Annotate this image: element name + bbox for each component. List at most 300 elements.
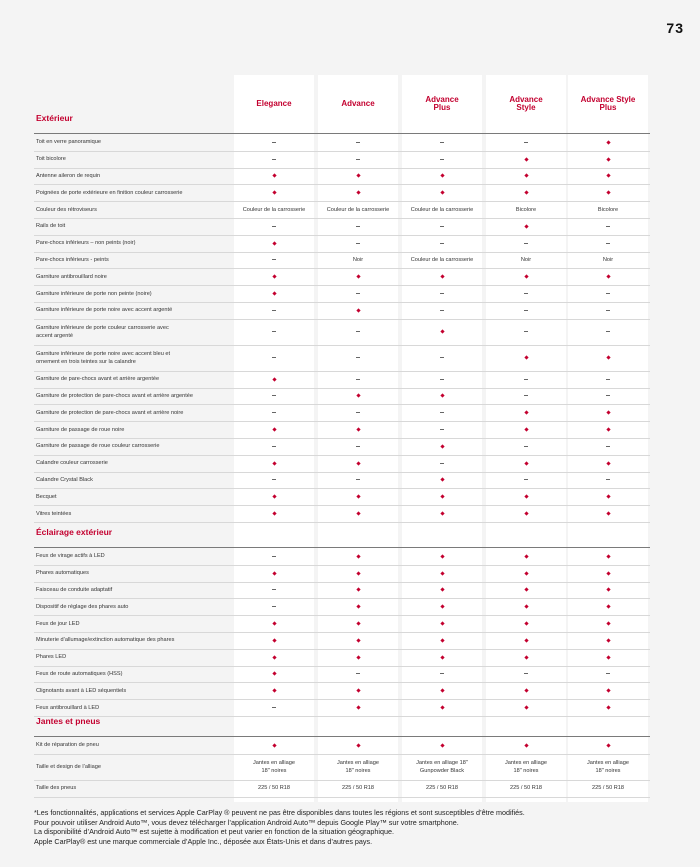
standard-diamond-icon <box>606 554 610 558</box>
cell-advance-style <box>486 472 566 489</box>
not-available-dash-icon <box>356 331 360 332</box>
column-header-advance-style-plus: Advance Style Plus <box>580 95 636 112</box>
cell-advance-style <box>486 649 566 666</box>
row-label-text: Phares LED <box>36 654 67 661</box>
row-label-text: Garniture inférieure de porte noire avec accent argenté <box>36 307 173 314</box>
cell-elegance <box>234 235 314 252</box>
not-available-dash-icon <box>272 310 276 311</box>
cell-elegance <box>234 345 314 371</box>
cell-elegance <box>234 754 314 780</box>
cell-advance-plus <box>402 438 482 455</box>
table-row <box>34 682 650 700</box>
not-available-dash-icon <box>440 429 444 430</box>
cell-advance <box>318 201 398 218</box>
row-label <box>36 682 231 699</box>
cell-advance <box>318 666 398 683</box>
row-label <box>36 472 231 489</box>
row-label <box>36 780 231 797</box>
standard-diamond-icon <box>440 174 444 178</box>
standard-diamond-icon <box>356 689 360 693</box>
not-available-dash-icon <box>524 293 528 294</box>
cell-elegance <box>234 472 314 489</box>
cell-advance <box>318 345 398 371</box>
standard-diamond-icon <box>356 394 360 398</box>
not-available-dash-icon <box>356 357 360 358</box>
standard-diamond-icon <box>606 174 610 178</box>
cell-advance-style <box>486 682 566 699</box>
cell-advance-style-plus <box>568 565 648 582</box>
standard-diamond-icon <box>606 605 610 609</box>
standard-diamond-icon <box>524 554 528 558</box>
cell-elegance <box>234 371 314 388</box>
row-label-text: Feux antibrouillard à LED <box>36 704 100 711</box>
row-label <box>36 345 231 371</box>
standard-diamond-icon <box>356 511 360 515</box>
not-available-dash-icon <box>356 226 360 227</box>
not-available-dash-icon <box>272 142 276 143</box>
row-label-text: Feux de jour LED <box>36 620 80 627</box>
standard-diamond-icon <box>440 554 444 558</box>
table-row <box>34 268 650 286</box>
standard-diamond-icon <box>524 638 528 642</box>
cell-value: 225 / 50 R18 <box>257 785 291 792</box>
row-label-text: Dispositif de réglage des phares auto <box>36 603 129 610</box>
standard-diamond-icon <box>524 224 528 228</box>
standard-diamond-icon <box>356 588 360 592</box>
cell-elegance <box>234 565 314 582</box>
cell-advance-style-plus <box>568 371 648 388</box>
cell-advance-style <box>486 201 566 218</box>
cell-advance-style-plus <box>568 754 648 780</box>
cell-advance-style-plus <box>568 235 648 252</box>
cell-value: Couleur de la carrosserie <box>410 256 474 263</box>
table-row <box>34 699 650 717</box>
standard-diamond-icon <box>524 275 528 279</box>
row-label-text: Toit en verre panoramique <box>36 139 101 146</box>
table-row <box>34 168 650 186</box>
standard-diamond-icon <box>356 554 360 558</box>
cell-elegance <box>234 438 314 455</box>
cell-advance-style-plus <box>568 404 648 421</box>
standard-diamond-icon <box>440 588 444 592</box>
cell-advance-style <box>486 345 566 371</box>
cell-advance-style-plus <box>568 615 648 632</box>
standard-diamond-icon <box>356 461 360 465</box>
cell-elegance <box>234 168 314 185</box>
cell-value: 225 / 50 R18 <box>591 785 625 792</box>
table-row <box>34 388 650 406</box>
not-available-dash-icon <box>606 379 610 380</box>
standard-diamond-icon <box>440 689 444 693</box>
row-label-text: Couleur des rétroviseurs <box>36 206 97 213</box>
row-label-text: Antenne aileron de requin <box>36 172 101 179</box>
row-label <box>36 548 231 565</box>
cell-advance-plus <box>402 699 482 716</box>
cell-advance-plus <box>402 565 482 582</box>
not-available-dash-icon <box>356 243 360 244</box>
standard-diamond-icon <box>440 605 444 609</box>
table-row <box>34 737 650 755</box>
cell-elegance <box>234 649 314 666</box>
row-label-text: Feux de route automatiques (HSS) <box>36 670 123 677</box>
cell-elegance <box>234 319 314 345</box>
cell-advance-style <box>486 168 566 185</box>
cell-elegance <box>234 252 314 269</box>
table-row <box>34 598 650 616</box>
standard-diamond-icon <box>272 621 276 625</box>
standard-diamond-icon <box>272 291 276 295</box>
cell-advance-style <box>486 754 566 780</box>
cell-advance-style-plus <box>568 505 648 522</box>
standard-diamond-icon <box>440 655 444 659</box>
row-label <box>36 598 231 615</box>
standard-diamond-icon <box>272 174 276 178</box>
cell-advance-style-plus <box>568 699 648 716</box>
row-label-text: Minuterie d’allumage/extinction automatique des phares <box>36 637 175 644</box>
standard-diamond-icon <box>606 621 610 625</box>
not-available-dash-icon <box>606 673 610 674</box>
cell-advance-style-plus <box>568 218 648 235</box>
cell-advance-style <box>486 151 566 168</box>
cell-advance-plus <box>402 151 482 168</box>
cell-advance-style-plus <box>568 168 648 185</box>
not-available-dash-icon <box>524 243 528 244</box>
standard-diamond-icon <box>356 705 360 709</box>
footnote-line: Pour pouvoir utiliser Android Auto™, vous devez télécharger l’application Android Auto™ depuis Google Play™ sur votre smartphone. <box>34 817 459 827</box>
cell-advance <box>318 134 398 151</box>
cell-elegance <box>234 505 314 522</box>
cell-advance <box>318 168 398 185</box>
cell-advance-style <box>486 404 566 421</box>
cell-advance-style-plus <box>568 632 648 649</box>
cell-advance-style <box>486 252 566 269</box>
table-row <box>34 252 650 270</box>
standard-diamond-icon <box>440 444 444 448</box>
cell-advance-style <box>486 438 566 455</box>
table-row <box>34 615 650 633</box>
not-available-dash-icon <box>356 142 360 143</box>
cell-advance-style <box>486 285 566 302</box>
cell-advance-plus <box>402 455 482 472</box>
cell-elegance <box>234 455 314 472</box>
standard-diamond-icon <box>606 495 610 499</box>
not-available-dash-icon <box>440 673 444 674</box>
standard-diamond-icon <box>524 356 528 360</box>
standard-diamond-icon <box>524 174 528 178</box>
not-available-dash-icon <box>356 379 360 380</box>
cell-elegance <box>234 737 314 754</box>
row-label <box>36 737 231 754</box>
cell-value: Couleur de la carrosserie <box>410 206 474 213</box>
not-available-dash-icon <box>606 331 610 332</box>
footnote-line: La disponibilité d’Android Auto™ est sujette à modification et peut varier en fonction de la situation géographique. <box>34 827 395 836</box>
standard-diamond-icon <box>606 157 610 161</box>
not-available-dash-icon <box>272 412 276 413</box>
column-header-advance-plus: Advance Plus <box>425 95 459 112</box>
cell-elegance <box>234 598 314 615</box>
row-label <box>36 632 231 649</box>
standard-diamond-icon <box>356 743 360 747</box>
table-row <box>34 421 650 439</box>
standard-diamond-icon <box>272 495 276 499</box>
cell-advance-plus <box>402 505 482 522</box>
footnote-line: *Les fonctionnalités, applications et services Apple CarPlay ® peuvent ne pas être disponibles dans toutes les régions et sont susceptibles d’être modifiés. <box>34 808 525 817</box>
cell-advance-plus <box>402 598 482 615</box>
not-available-dash-icon <box>524 395 528 396</box>
table-row <box>34 235 650 253</box>
cell-advance-style-plus <box>568 780 648 797</box>
standard-diamond-icon <box>356 571 360 575</box>
row-label-text: Rails de toit <box>36 223 66 230</box>
cell-elegance <box>234 548 314 565</box>
cell-advance-style-plus <box>568 682 648 699</box>
cell-advance-style <box>486 235 566 252</box>
row-label-text: Phares automatiques <box>36 570 89 577</box>
cell-advance-style <box>486 699 566 716</box>
cell-advance-style-plus <box>568 319 648 345</box>
cell-advance-style <box>486 615 566 632</box>
cell-value: 225 / 50 R18 <box>425 785 459 792</box>
cell-advance-plus <box>402 168 482 185</box>
table-row <box>34 134 650 152</box>
cell-advance-style-plus <box>568 582 648 599</box>
table-row <box>34 754 650 781</box>
not-available-dash-icon <box>272 606 276 607</box>
cell-advance-plus <box>402 548 482 565</box>
cell-elegance <box>234 615 314 632</box>
cell-value: 225 / 50 R18 <box>341 785 375 792</box>
row-label-text: Garniture de passage de roue couleur carrosserie <box>36 443 160 450</box>
not-available-dash-icon <box>524 310 528 311</box>
table-row <box>34 371 650 389</box>
table-row <box>34 404 650 422</box>
standard-diamond-icon <box>440 511 444 515</box>
not-available-dash-icon <box>524 673 528 674</box>
standard-diamond-icon <box>524 588 528 592</box>
cell-advance-style-plus <box>568 268 648 285</box>
cell-advance-style <box>486 780 566 797</box>
not-available-dash-icon <box>524 479 528 480</box>
table-row <box>34 780 650 798</box>
standard-diamond-icon <box>606 140 610 144</box>
not-available-dash-icon <box>440 357 444 358</box>
cell-advance-style-plus <box>568 438 648 455</box>
cell-advance-style-plus <box>568 472 648 489</box>
cell-advance-style <box>486 268 566 285</box>
standard-diamond-icon <box>606 638 610 642</box>
cell-advance-style <box>486 455 566 472</box>
standard-diamond-icon <box>272 743 276 747</box>
row-label <box>36 582 231 599</box>
table-row <box>34 345 650 372</box>
cell-advance-style <box>486 737 566 754</box>
cell-advance-style-plus <box>568 285 648 302</box>
standard-diamond-icon <box>606 191 610 195</box>
cell-advance <box>318 737 398 754</box>
row-label <box>36 302 231 319</box>
table-row <box>34 505 650 523</box>
cell-advance-plus <box>402 488 482 505</box>
cell-advance <box>318 438 398 455</box>
standard-diamond-icon <box>524 605 528 609</box>
cell-advance <box>318 472 398 489</box>
row-label <box>36 285 231 302</box>
standard-diamond-icon <box>272 427 276 431</box>
table-row <box>34 285 650 303</box>
cell-advance <box>318 548 398 565</box>
row-label <box>36 488 231 505</box>
cell-advance-style <box>486 505 566 522</box>
standard-diamond-icon <box>606 461 610 465</box>
standard-diamond-icon <box>606 743 610 747</box>
row-label-text: Calandre couleur carrosserie <box>36 460 108 467</box>
row-label-text: Taille des pneus <box>36 785 77 792</box>
not-available-dash-icon <box>524 331 528 332</box>
standard-diamond-icon <box>606 427 610 431</box>
table-row <box>34 632 650 650</box>
not-available-dash-icon <box>440 463 444 464</box>
cell-elegance <box>234 632 314 649</box>
footnote-line: Apple CarPlay® est une marque commerciale d’Apple Inc., déposée aux États-Unis et dans d’autres pays. <box>34 836 373 846</box>
not-available-dash-icon <box>356 673 360 674</box>
standard-diamond-icon <box>272 672 276 676</box>
cell-advance-plus <box>402 582 482 599</box>
cell-elegance <box>234 134 314 151</box>
standard-diamond-icon <box>356 605 360 609</box>
cell-advance-plus <box>402 371 482 388</box>
cell-elegance <box>234 666 314 683</box>
standard-diamond-icon <box>606 571 610 575</box>
cell-advance-style <box>486 218 566 235</box>
cell-advance <box>318 598 398 615</box>
not-available-dash-icon <box>440 412 444 413</box>
row-label-text: Garniture inférieure de porte couleur carrosserie avec accent argenté <box>36 324 169 339</box>
table-row <box>34 649 650 667</box>
row-label-text: Faisceau de conduite adaptatif <box>36 586 113 593</box>
standard-diamond-icon <box>606 275 610 279</box>
cell-elegance <box>234 582 314 599</box>
cell-advance <box>318 252 398 269</box>
row-label-text: Pare-chocs inférieurs – non peints (noir) <box>36 240 136 247</box>
cell-elegance <box>234 404 314 421</box>
cell-value: Jantes en alliage 18" noires <box>587 759 629 774</box>
standard-diamond-icon <box>272 191 276 195</box>
row-label <box>36 438 231 455</box>
row-label-text: Feux de virage actifs à LED <box>36 553 105 560</box>
not-available-dash-icon <box>606 293 610 294</box>
cell-advance <box>318 388 398 405</box>
cell-advance-plus <box>402 319 482 345</box>
cell-advance-style-plus <box>568 488 648 505</box>
row-label-text: Pare-chocs inférieurs - peints <box>36 256 109 263</box>
row-label-text: Garniture de passage de roue noire <box>36 426 125 433</box>
cell-advance-plus <box>402 421 482 438</box>
standard-diamond-icon <box>356 174 360 178</box>
cell-advance-style-plus <box>568 737 648 754</box>
row-label-text: Garniture de protection de pare-chocs avant et arrière noire <box>36 409 184 416</box>
row-label <box>36 505 231 522</box>
standard-diamond-icon <box>272 241 276 245</box>
standard-diamond-icon <box>356 655 360 659</box>
cell-advance-style <box>486 302 566 319</box>
cell-value: Jantes en alliage 18" Gunpowder Black <box>416 759 468 774</box>
cell-advance-plus <box>402 235 482 252</box>
cell-advance-style <box>486 184 566 201</box>
not-available-dash-icon <box>272 589 276 590</box>
cell-value: Noir <box>520 256 532 263</box>
cell-elegance <box>234 218 314 235</box>
cell-advance-style-plus <box>568 151 648 168</box>
standard-diamond-icon <box>606 705 610 709</box>
cell-value: Jantes en alliage 18" noires <box>337 759 379 774</box>
not-available-dash-icon <box>272 446 276 447</box>
cell-advance-style-plus <box>568 345 648 371</box>
standard-diamond-icon <box>440 478 444 482</box>
cell-advance-style-plus <box>568 201 648 218</box>
not-available-dash-icon <box>606 243 610 244</box>
cell-advance <box>318 371 398 388</box>
row-label <box>36 666 231 683</box>
row-label <box>36 388 231 405</box>
cell-advance-plus <box>402 472 482 489</box>
table-row <box>34 218 650 236</box>
standard-diamond-icon <box>356 308 360 312</box>
not-available-dash-icon <box>356 446 360 447</box>
cell-advance <box>318 582 398 599</box>
cell-value: Noir <box>602 256 614 263</box>
standard-diamond-icon <box>524 511 528 515</box>
not-available-dash-icon <box>524 142 528 143</box>
cell-advance-plus <box>402 388 482 405</box>
cell-advance <box>318 455 398 472</box>
not-available-dash-icon <box>606 310 610 311</box>
column-header-elegance: Elegance <box>256 99 292 108</box>
cell-elegance <box>234 285 314 302</box>
row-label <box>36 754 231 780</box>
cell-advance <box>318 421 398 438</box>
row-label <box>36 404 231 421</box>
cell-advance-style-plus <box>568 598 648 615</box>
cell-advance-style <box>486 565 566 582</box>
cell-advance-style-plus <box>568 455 648 472</box>
standard-diamond-icon <box>524 621 528 625</box>
not-available-dash-icon <box>356 293 360 294</box>
cell-advance-plus <box>402 737 482 754</box>
cell-value: Noir <box>352 256 364 263</box>
not-available-dash-icon <box>272 707 276 708</box>
cell-advance <box>318 268 398 285</box>
cell-advance-style-plus <box>568 134 648 151</box>
row-label-text: Kit de réparation de pneu <box>36 742 99 749</box>
standard-diamond-icon <box>440 275 444 279</box>
cell-elegance <box>234 184 314 201</box>
standard-diamond-icon <box>272 655 276 659</box>
standard-diamond-icon <box>440 743 444 747</box>
cell-elegance <box>234 488 314 505</box>
row-label <box>36 319 231 345</box>
cell-value: Couleur de la carrosserie <box>242 206 306 213</box>
section-title: Jantes et pneus <box>36 716 101 726</box>
not-available-dash-icon <box>356 159 360 160</box>
cell-advance-plus <box>402 218 482 235</box>
cell-value: Jantes en alliage 18" noires <box>505 759 547 774</box>
row-label <box>36 268 231 285</box>
row-label <box>36 218 231 235</box>
cell-advance-plus <box>402 615 482 632</box>
table-row <box>34 472 650 490</box>
table-row <box>34 201 650 219</box>
standard-diamond-icon <box>606 511 610 515</box>
